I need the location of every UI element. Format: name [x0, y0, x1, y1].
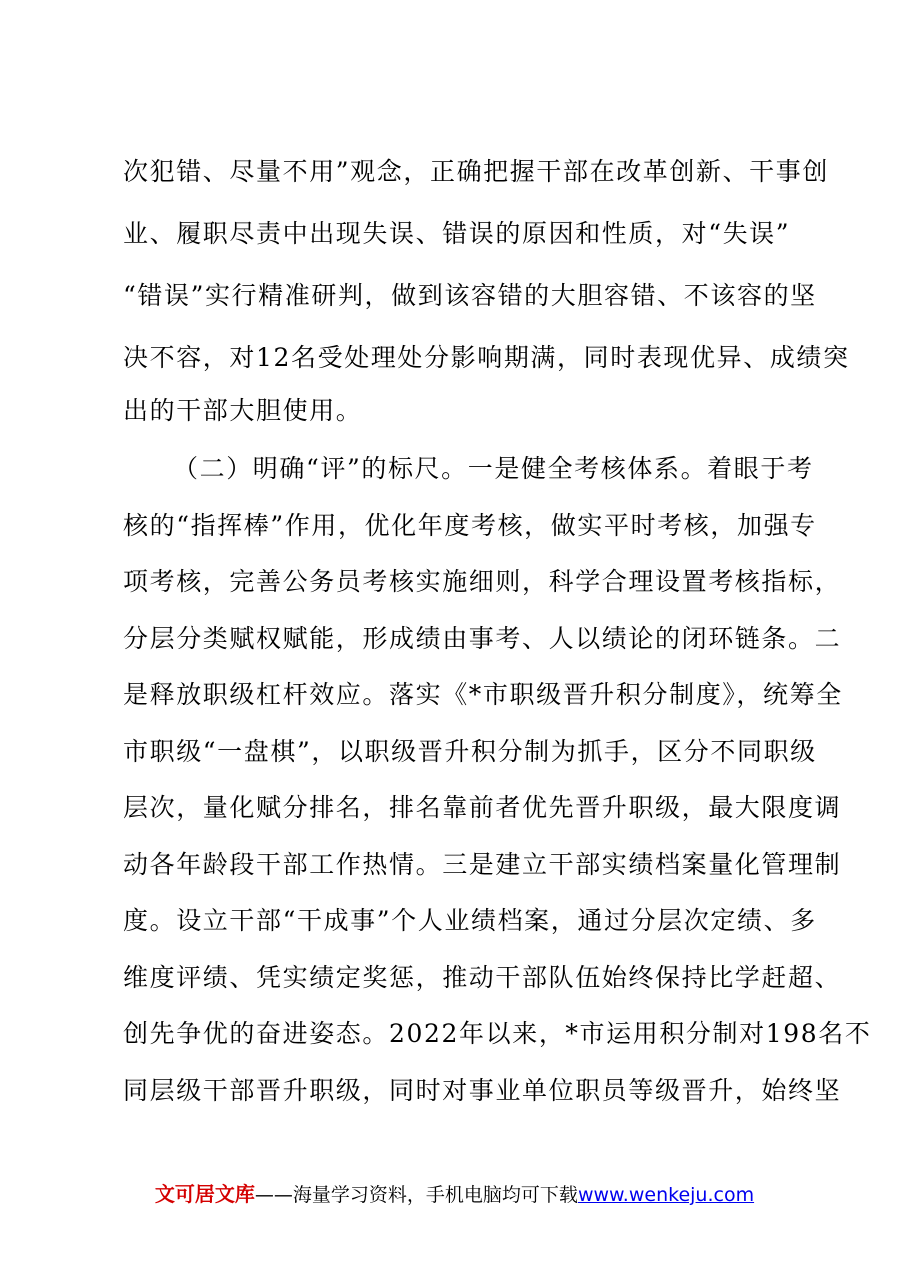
footer-banner — [0, 1181, 909, 1208]
body-line-3: “错误”实行精准研判，做到该容错的大胆容错、不该容的坚 — [123, 281, 817, 310]
body-line-12: 层次，量化赋分排名，排名靠前者优先晋升职级，最大限度调 — [123, 793, 842, 822]
footer-site-link[interactable]: www.wenkeju.com — [577, 1184, 755, 1206]
body-line-2: 业、履职尽责中出现失误、错误的原因和性质，对“失误” — [123, 219, 791, 248]
body-line-13: 动各年龄段干部工作热情。三是建立干部实绩档案量化管理制 — [123, 850, 842, 879]
body-line-10: 是释放职级杠杆效应。落实《*市职级晋升积分制度》，统筹全 — [123, 680, 843, 709]
footer-brand: 文可居文库 — [154, 1182, 255, 1206]
section-heading-line: （二）明确“评”的标尺。一是健全考核体系。着眼于考 — [173, 454, 814, 483]
body-line-16: 创先争优的奋进姿态。2022年以来，*市运用积分制对198名不 — [123, 1019, 872, 1048]
body-line-9: 分层分类赋权赋能，形成绩由事考、人以绩论的闭环链条。二 — [123, 624, 842, 653]
body-line-1: 次犯错、尽量不用”观念，正确把握干部在改革创新、干事创 — [123, 157, 829, 186]
footer-tagline: ——海量学习资料，手机电脑均可下载 — [254, 1184, 578, 1206]
body-line-17: 同层级干部晋升职级，同时对事业单位职员等级晋升，始终坚 — [123, 1076, 842, 1105]
body-line-15: 维度评绩、凭实绩定奖惩，推动干部队伍始终保持比学赶超、 — [123, 963, 842, 992]
body-line-8: 项考核，完善公务员考核实施细则，科学合理设置考核指标， — [123, 567, 842, 596]
body-line-7: 核的“指挥棒”作用，优化年度考核，做实平时考核，加强专 — [123, 511, 817, 540]
body-line-14: 度。设立干部“干成事”个人业绩档案，通过分层次定绩、多 — [123, 906, 817, 935]
body-line-4: 决不容，对12名受处理处分影响期满，同时表现优异、成绩突 — [123, 343, 850, 372]
body-line-11: 市职级“一盘棋”，以职级晋升积分制为抓手，区分不同职级 — [123, 737, 817, 766]
body-line-5: 出的干部大胆使用。 — [123, 396, 363, 425]
